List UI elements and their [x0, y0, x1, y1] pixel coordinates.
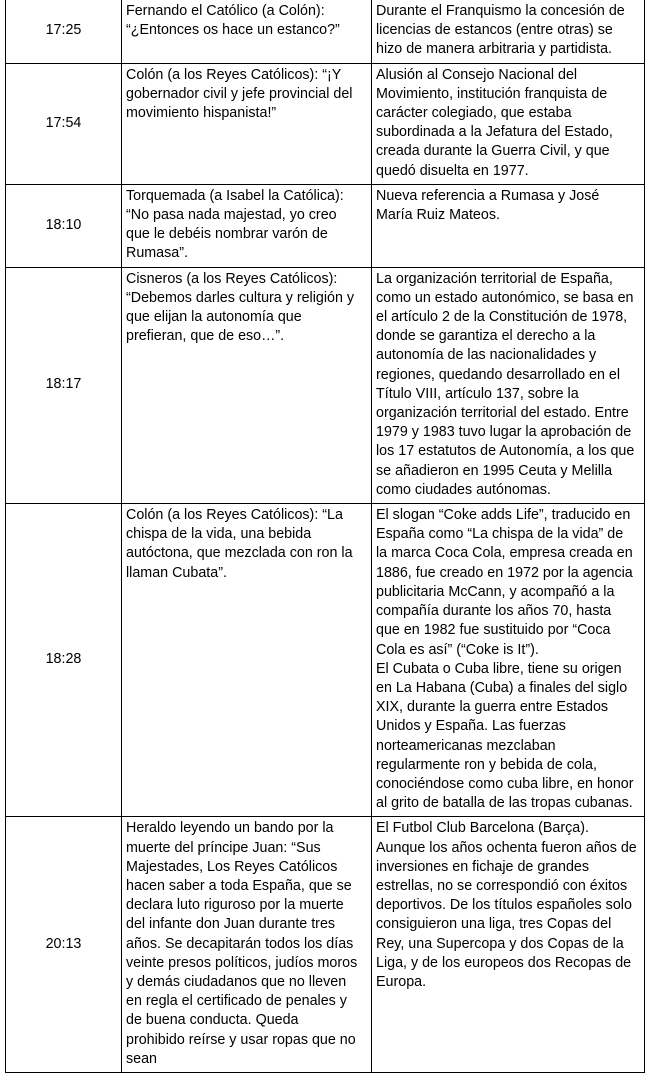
dialogue-cell: Colón (a los Reyes Católicos): “¡Y gobernador civil y jefe provincial del movimiento hispanista!” — [122, 63, 372, 184]
table-row — [6, 0, 645, 63]
explanation-paragraph: La organización territorial de España, como un estado autonómico, se basa en el artículo 2 de la Constitución de 1978, donde se garantiza el derecho a la autonomía de las nacionalidades y regiones, quedando desarrollado en el Título VIII, artículo 137, sobre la organización territorial del estado. Entre 1979 y 1983 tuvo lugar la aprobación de los 17 estatutos de Autonomía, a los que se añadieron en 1995 Ceuta y Melilla como ciudades autónomas. — [376, 270, 635, 498]
explanation-cell — [372, 0, 645, 63]
timestamp-cell: 18:10 — [6, 184, 122, 267]
annotation-table — [5, 0, 645, 1073]
explanation-paragraph: El slogan “Coke adds Life”, traducido en España como “La chispa de la vida” de la marca Coca Cola, empresa creada en 1886, fue creado en 1972 por la agencia publicitaria McCann, y acompañó a la compañía durante los años 70, hasta que en 1982 fue sustituido por “Coca Cola es así” (“Coke is It”). — [376, 507, 633, 658]
explanation-cell — [372, 184, 645, 267]
explanation-paragraph: El Futbol Club Barcelona (Barça). Aunque los años ochenta fueron años de inversiones en fichaje de grandes estrellas, no se correspondió con éxitos deportivos. De los títulos españoles solo consiguieron una liga, tres Copas del Rey, una Supercopa y dos Copas de la Liga, y de los europeos dos Recopas de Europa. — [376, 820, 637, 990]
dialogue-cell: Colón (a los Reyes Católicos): “La chispa de la vida, una bebida autóctona, que mezclada con ron la llaman Cubata”. — [122, 504, 372, 817]
timestamp-cell: 18:17 — [6, 267, 122, 503]
dialogue-cell: Fernando el Católico (a Colón): “¿Entonces os hace un estanco?” — [122, 0, 372, 63]
table-row — [6, 267, 645, 503]
table-row — [6, 63, 645, 184]
table-row — [6, 504, 645, 817]
dialogue-cell: Torquemada (a Isabel la Católica): “No pasa nada majestad, yo creo que le debéis nombrar varón de Rumasa”. — [122, 184, 372, 267]
timestamp-cell: 17:25 — [6, 0, 122, 63]
explanation-paragraph: El Cubata o Cuba libre, tiene su origen en La Habana (Cuba) a finales del siglo XIX, durante la guerra entre Estados Unidos y España. Las fuerzas norteamericanas mezclaban regularmente ron y bebida de cola, conociéndose como cuba libre, en honor al grito de batalla de las tropas cubanas. — [376, 660, 634, 812]
timestamp-cell: 20:13 — [6, 817, 122, 1073]
dialogue-cell: Heraldo leyendo un bando por la muerte del príncipe Juan: “Sus Majestades, Los Reyes Católicos hacen saber a toda España, que se declara luto riguroso por la muerte del infante don Juan durante tres años. Se decapitarán todos los días veinte presos políticos, judíos moros y demás ciudadanos que no lleven en regla el certificado de penales y de buena conducta. Queda prohibido reírse y usar ropas que no sean — [122, 817, 372, 1073]
explanation-paragraph: Durante el Franquismo la concesión de licencias de estancos (entre otras) se hizo de manera arbitraria y partidista. — [376, 3, 625, 58]
timestamp-cell: 18:28 — [6, 504, 122, 817]
table-row — [6, 817, 645, 1073]
explanation-cell — [372, 504, 645, 817]
explanation-paragraph: Alusión al Consejo Nacional del Movimiento, institución franquista de carácter colegiado, que estaba subordinada a la Jefatura del Estado, creada durante la Guerra Civil, y que quedó disuelta en 1977. — [376, 66, 613, 179]
explanation-paragraph: Nueva referencia a Rumasa y José María Ruiz Mateos. — [376, 187, 600, 224]
explanation-cell — [372, 63, 645, 184]
table-row — [6, 184, 645, 267]
dialogue-cell: Cisneros (a los Reyes Católicos): “Debemos darles cultura y religión y que elijan la autonomía que prefieran, que de eso…”. — [122, 267, 372, 503]
explanation-cell — [372, 817, 645, 1073]
timestamp-cell: 17:54 — [6, 63, 122, 184]
explanation-cell — [372, 267, 645, 503]
